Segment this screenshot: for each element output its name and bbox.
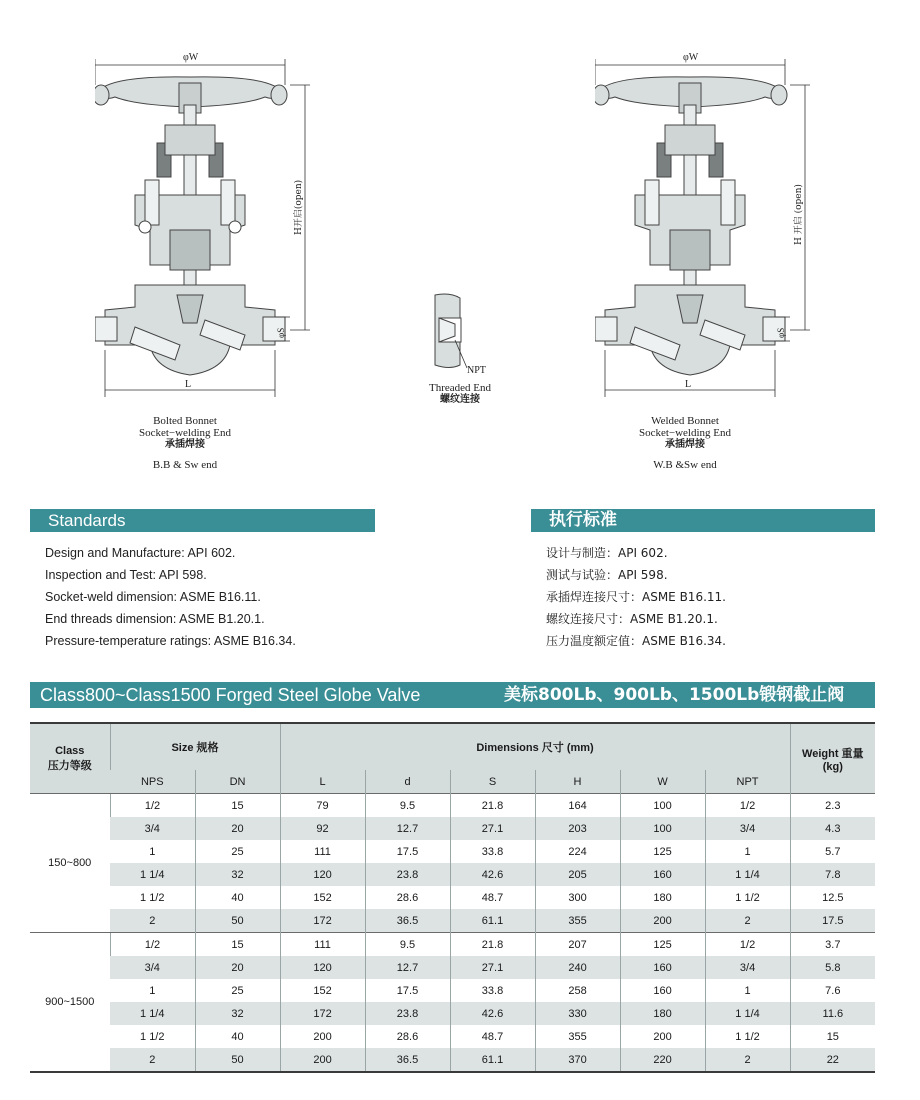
table-cell: 160 [620,979,705,1002]
table-cell: 3/4 [705,956,790,979]
dim-l-label: L [185,379,192,390]
technical-drawings [0,0,920,490]
dim-w-label: φW [183,52,199,63]
caption-line-1: Threaded End [429,382,491,394]
table-cell: 17.5 [365,840,450,863]
table-cell: 203 [535,817,620,840]
npt-label: NPT [467,365,486,376]
table-cell: 61.1 [450,1048,535,1072]
table-cell: 79 [280,794,365,818]
table-cell: 180 [620,1002,705,1025]
header-class-cn: 压力等级 [47,759,92,772]
table-cell: 1 1/4 [110,1002,195,1025]
standards-title: Standards [48,511,126,530]
table-cell: 100 [620,817,705,840]
dim-h-label: H开启(open) [294,179,304,235]
dim-s-label: φS [776,327,786,338]
table-cell: 2.3 [790,794,875,818]
table-cell: 1/2 [110,933,195,957]
table-cell: 40 [195,1025,280,1048]
table-cell: 32 [195,863,280,886]
table-row [30,863,875,886]
table-cell: 27.1 [450,817,535,840]
table-body [30,794,875,1073]
table-cell: 28.6 [365,886,450,909]
standards-heading-en [30,509,375,532]
table-cell: 5.7 [790,840,875,863]
table-cell: 32 [195,1002,280,1025]
caption-line-1: Welded Bonnet [651,415,719,427]
table-cell: 125 [620,840,705,863]
header-weight-line2: (kg) [822,760,843,773]
standard-item: Socket-weld dimension: ASME B16.11. [45,590,261,604]
caption-line-2: Socket−welding End [638,427,732,439]
table-cell: 1 1/2 [140,1030,165,1043]
caption-line-1: Bolted Bonnet [153,415,217,427]
dim-l-label: L [685,379,692,390]
table-cell: 370 [535,1048,620,1072]
table-cell: 92 [280,817,365,840]
table-cell: 50 [195,909,280,933]
table-cell: 200 [280,1025,365,1048]
table-cell: 12.5 [790,886,875,909]
table-cell: 172 [280,1002,365,1025]
header-dimensions: Dimensions 尺寸 (mm) [280,723,790,770]
table-row [30,956,875,979]
table-cell: 111 [280,840,365,863]
table-cell: 111 [280,933,365,957]
table-cell: 3/4 [110,817,195,840]
table-cell: 152 [280,979,365,1002]
table-cell: 164 [535,794,620,818]
table-title-bar [30,682,875,708]
standard-item: Pressure-temperature ratings: ASME B16.34. [45,634,296,648]
table-cell: 355 [535,909,620,933]
table-cell: 5.8 [790,956,875,979]
standards-list-en [45,542,296,652]
table-row [30,1025,875,1048]
table-cell: 23.8 [365,863,450,886]
table-cell: 2 [110,1048,195,1072]
specification-table [30,722,875,1073]
table-cell: 36.5 [365,909,450,933]
table-cell: 20 [195,817,280,840]
table-cell: 36.5 [365,1048,450,1072]
header-size: Size 规格 [110,723,280,770]
header-weight-line1: Weight 重量 [802,747,864,760]
header-class [30,723,110,794]
table-row [30,979,875,1002]
standard-item: Design and Manufacture: API 602. [45,546,236,560]
table-cell: 33.8 [450,979,535,1002]
table-row [30,840,875,863]
table-cell: 258 [535,979,620,1002]
table-cell: 33.8 [450,840,535,863]
table-cell: 2 [705,1048,790,1072]
threaded-end-detail-drawing [425,290,505,380]
table-row [30,794,875,818]
table-cell: 22 [790,1048,875,1072]
table-cell: 7.8 [790,863,875,886]
table-cell: 9.5 [365,933,450,957]
table-cell: 50 [195,1048,280,1072]
table-cell: 25 [195,840,280,863]
table-cell: 1 1/2 [705,886,790,909]
standard-item: End threads dimension: ASME B1.20.1. [45,612,265,626]
standard-item-cn: 螺纹连接尺寸：ASME B1.20.1. [546,612,718,626]
col-header: NPT [705,770,790,794]
table-cell: 1/2 [110,794,195,818]
table-row [30,1048,875,1072]
class-cell: 150~800 [30,794,110,933]
table-cell: 1 [705,979,790,1002]
table-cell: 120 [280,956,365,979]
table-cell: 1 1/4 [705,1002,790,1025]
table-cell: 152 [280,886,365,909]
table-cell: 1 [149,984,156,997]
table-cell: 3/4 [110,956,195,979]
standards-title-cn: 执行标准 [549,510,617,530]
table-row [30,933,875,957]
table-cell: 220 [620,1048,705,1072]
caption-code: B.B & Sw end [152,459,218,471]
table-cell: 28.6 [365,1025,450,1048]
dim-s-label: φS [276,327,286,338]
header-weight [790,723,875,794]
caption-cn: 螺纹连接 [440,394,480,405]
col-header: d [365,770,450,794]
table-cell: 120 [280,863,365,886]
table-cell: 200 [620,1025,705,1048]
table-cell: 1/2 [705,794,790,818]
standard-item-cn: 承插焊连接尺寸：ASME B16.11. [546,590,726,604]
table-cell: 180 [620,886,705,909]
table-cell: 300 [535,886,620,909]
caption-line-2: Socket−welding End [138,427,232,439]
table-cell: 15 [195,794,280,818]
standard-item-cn: 设计与制造：API 602. [546,546,668,560]
bolted-bonnet-valve-drawing [95,45,325,405]
right-drawing-caption [610,415,760,471]
table-cell: 12.7 [365,817,450,840]
welded-bonnet-valve-drawing [595,45,825,405]
table-cell: 2 [705,909,790,933]
table-cell: 27.1 [450,956,535,979]
table-cell: 1 1/2 [140,891,165,904]
table-cell: 4.3 [790,817,875,840]
table-row [30,886,875,909]
standard-item-cn: 压力温度额定值：ASME B16.34. [546,634,726,648]
table-cell: 17.5 [365,979,450,1002]
middle-drawing-caption [410,382,510,406]
table-row [30,1002,875,1025]
table-row [30,909,875,933]
col-header: S [450,770,535,794]
col-header: L [280,770,365,794]
col-header: DN [195,770,280,794]
caption-cn: 承插焊接 [665,439,705,450]
table-cell: 1 [149,845,156,858]
table-cell: 160 [620,863,705,886]
caption-cn: 承插焊接 [165,439,205,450]
table-cell: 7.6 [790,979,875,1002]
table-cell: 23.8 [365,1002,450,1025]
table-cell: 240 [535,956,620,979]
table-cell: 21.8 [450,794,535,818]
table-cell: 1 [705,840,790,863]
standards-heading-cn [531,509,875,532]
table-cell: 200 [280,1048,365,1072]
table-cell: 21.8 [450,933,535,957]
col-header: H [535,770,620,794]
table-cell: 2 [110,909,195,933]
col-header: NPS [110,770,195,794]
table-cell: 207 [535,933,620,957]
table-cell: 48.7 [450,1025,535,1048]
table-cell: 330 [535,1002,620,1025]
table-cell: 355 [535,1025,620,1048]
table-cell: 48.7 [450,886,535,909]
table-title-en: Class800~Class1500 Forged Steel Globe Valve [40,685,421,705]
table-cell: 25 [195,979,280,1002]
table-cell: 42.6 [450,1002,535,1025]
table-cell: 20 [195,956,280,979]
table-cell: 17.5 [790,909,875,933]
table-cell: 125 [620,933,705,957]
class-cell: 900~1500 [30,933,110,1073]
table-cell: 11.6 [790,1002,875,1025]
table-cell: 40 [195,886,280,909]
dim-w-label: φW [683,52,699,63]
table-cell: 1 1/4 [110,863,195,886]
table-cell: 12.7 [365,956,450,979]
table-cell: 61.1 [450,909,535,933]
dim-h-label: H 开启 (open) [794,184,804,245]
table-cell: 224 [535,840,620,863]
table-cell: 15 [195,933,280,957]
table-cell: 15 [790,1025,875,1048]
table-cell: 1/2 [705,933,790,957]
left-drawing-caption [110,415,260,471]
table-cell: 3.7 [790,933,875,957]
table-cell: 1 1/4 [705,863,790,886]
table-cell: 1 1/2 [705,1025,790,1048]
table-row [30,817,875,840]
table-cell: 100 [620,794,705,818]
table-cell: 42.6 [450,863,535,886]
caption-code: W.B &Sw end [653,459,717,471]
header-class-en: Class [55,744,85,757]
table-cell: 172 [280,909,365,933]
standards-list-cn [546,542,726,652]
table-cell: 160 [620,956,705,979]
table-cell: 3/4 [705,817,790,840]
standard-item-cn: 测试与试验：API 598. [546,568,668,582]
table-cell: 205 [535,863,620,886]
table-cell: 200 [620,909,705,933]
table-cell: 9.5 [365,794,450,818]
col-header: W [620,770,705,794]
standard-item: Inspection and Test: API 598. [45,568,207,582]
table-title-cn: 美标800Lb、900Lb、1500Lb锻钢截止阀 [504,685,845,705]
